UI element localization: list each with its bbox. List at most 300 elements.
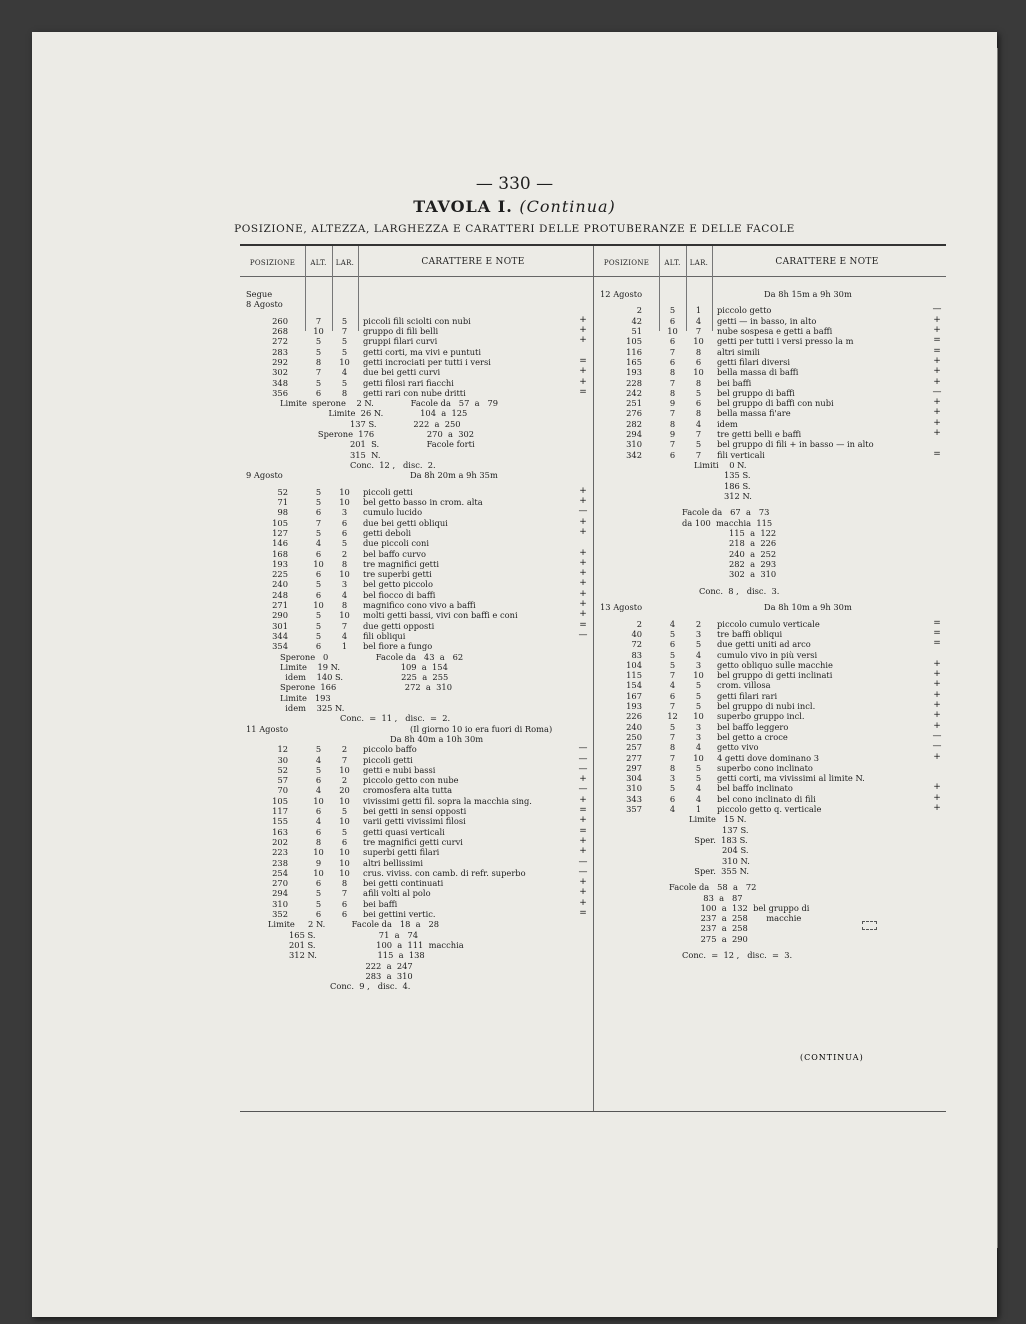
larghezza-cell: 5: [341, 377, 348, 388]
altezza-cell: 7: [315, 367, 322, 378]
summary-line: Da 8h 40m a 10h 30m: [390, 733, 484, 744]
carattere-note: bei getti continuati: [363, 878, 444, 889]
altezza-cell: 9: [669, 429, 676, 440]
sign-mark: +: [579, 578, 587, 589]
altezza-cell: 7: [315, 517, 322, 528]
larghezza-cell: 3: [695, 628, 702, 639]
right-table-half: [594, 246, 946, 1111]
position-cell: 277: [626, 752, 642, 763]
altezza-cell: 4: [669, 804, 676, 814]
summary-line: Conc. = 11 , disc. = 2.: [340, 713, 451, 724]
altezza-cell: 8: [669, 418, 676, 429]
header-rule: [240, 276, 593, 277]
altezza-cell: 8: [315, 356, 322, 367]
position-cell: 52: [277, 486, 288, 497]
position-cell: 168: [272, 548, 288, 559]
sign-mark: +: [579, 526, 587, 537]
sign-mark: +: [933, 700, 941, 710]
carattere-note: molti getti bassi, vivi con baffi e coni: [363, 610, 518, 621]
carattere-note: getti rari con nube dritti: [363, 387, 466, 398]
carattere-note: gruppi filari curvi: [363, 336, 438, 347]
sign-mark: +: [579, 897, 587, 908]
carattere-note: superbo cono inclinato: [717, 762, 813, 773]
col-divider: [686, 246, 687, 331]
altezza-cell: 6: [315, 548, 322, 559]
altezza-cell: 6: [669, 449, 676, 460]
carattere-note: bel baffo inclinato: [717, 783, 793, 794]
position-cell: 302: [272, 367, 288, 378]
summary-line: Limite 2 N. Facole da 18 a 28: [260, 919, 440, 930]
carattere-note: gruppo di fili belli: [363, 326, 439, 337]
position-cell: 257: [626, 742, 642, 753]
larghezza-cell: 10: [339, 795, 350, 806]
larghezza-cell: 5: [341, 538, 348, 549]
sign-mark: =: [579, 619, 587, 630]
sign-mark: +: [933, 803, 941, 813]
altezza-cell: 5: [669, 628, 676, 639]
altezza-cell: 5: [315, 377, 322, 388]
position-cell: 42: [631, 315, 642, 326]
sign-mark: +: [933, 314, 941, 325]
larghezza-cell: 7: [695, 326, 702, 337]
carattere-note: getti — in basso, in alto: [717, 315, 817, 326]
carattere-note: piccoli getti: [363, 486, 413, 497]
position-cell: 167: [626, 690, 642, 701]
carattere-note: superbi getti filari: [363, 847, 440, 858]
carattere-note: nube sospesa e getti a baffi: [717, 326, 833, 337]
carattere-note: bel baffo curvo: [363, 548, 426, 559]
position-cell: 294: [626, 429, 642, 440]
summary-line: 275 a 290: [669, 933, 748, 944]
larghezza-cell: 5: [695, 690, 702, 701]
sign-mark: +: [933, 366, 941, 377]
larghezza-cell: 5: [341, 346, 348, 357]
summary-line: 204 S.: [722, 845, 749, 856]
time-range: Da 8h 20m a 9h 35m: [410, 470, 498, 481]
sign-mark: —: [578, 743, 588, 754]
position-cell: 154: [626, 680, 642, 691]
position-cell: 193: [626, 367, 642, 378]
carattere-note: bel cono inclinato di fili: [717, 793, 816, 804]
larghezza-cell: 10: [693, 670, 704, 681]
sign-mark: —: [578, 866, 588, 877]
sign-mark: +: [933, 751, 941, 762]
carattere-note: tre getti belli e baffi: [717, 429, 802, 440]
altezza-cell: 4: [315, 816, 322, 827]
sign-mark: +: [933, 782, 941, 793]
larghezza-cell: 10: [339, 816, 350, 827]
sign-mark: +: [579, 774, 587, 785]
larghezza-cell: 10: [339, 356, 350, 367]
position-cell: 127: [272, 527, 288, 538]
larghezza-cell: 10: [339, 486, 350, 497]
sign-mark: +: [933, 376, 941, 387]
altezza-cell: 7: [315, 315, 322, 326]
position-cell: 250: [626, 731, 642, 742]
carattere-note: due getti opposti: [363, 620, 435, 631]
position-cell: 354: [272, 641, 288, 652]
summary-line: Limite 26 N. 104 a 125: [310, 408, 468, 419]
altezza-cell: 4: [315, 754, 322, 765]
carattere-note: due bei getti obliqui: [363, 517, 448, 528]
carattere-note: piccolo getto q. verticale: [717, 804, 822, 814]
sign-mark: —: [578, 506, 588, 517]
larghezza-cell: 3: [695, 731, 702, 742]
position-cell: 71: [277, 497, 288, 508]
date-label: 8 Agosto: [246, 299, 283, 310]
larghezza-cell: 10: [339, 569, 350, 580]
carattere-note: getti quasi verticali: [363, 826, 445, 837]
sign-mark: —: [578, 753, 588, 764]
position-cell: 343: [626, 793, 642, 804]
carattere-note: piccolo cumulo verticale: [717, 618, 820, 629]
summary-line: Limite sperone 2 N. Facole da 57 a 79: [280, 398, 499, 409]
larghezza-cell: 8: [695, 408, 702, 419]
carattere-note: getti filari diversi: [717, 356, 791, 367]
carattere-note: fili verticali: [717, 449, 765, 460]
carattere-note: piccolo getto con nube: [363, 775, 459, 786]
larghezza-cell: 7: [341, 754, 348, 765]
carattere-note: getti deboli: [363, 527, 412, 538]
position-cell: 352: [272, 909, 288, 920]
altezza-cell: 10: [313, 795, 324, 806]
larghezza-cell: 6: [341, 836, 348, 847]
larghezza-cell: 10: [339, 497, 350, 508]
position-cell: 260: [272, 315, 288, 326]
header-rule: [594, 276, 946, 277]
carattere-note: 4 getti dove dominano 3: [717, 752, 820, 763]
larghezza-cell: 10: [693, 336, 704, 347]
larghezza-cell: 5: [695, 387, 702, 398]
position-cell: 2: [636, 618, 642, 629]
sign-mark: +: [933, 407, 941, 418]
carattere-note: cromosfera alta tutta: [363, 785, 453, 796]
altezza-cell: 7: [669, 408, 676, 419]
sign-mark: —: [932, 741, 942, 752]
altezza-cell: 10: [313, 326, 324, 337]
sign-mark: +: [933, 355, 941, 366]
altezza-cell: 6: [315, 909, 322, 920]
sign-mark: =: [579, 386, 587, 397]
col-header-lar: LAR.: [689, 259, 709, 267]
position-cell: 310: [626, 783, 642, 794]
sign-mark: +: [579, 877, 587, 888]
altezza-cell: 7: [669, 752, 676, 763]
larghezza-cell: 3: [341, 579, 348, 590]
altezza-cell: 5: [669, 649, 676, 660]
sign-mark: —: [578, 629, 588, 640]
left-table-half: [240, 246, 594, 1111]
carattere-note: due getti uniti ad arco: [717, 639, 811, 650]
carattere-note: getti filosi rari fiacchi: [363, 377, 454, 388]
larghezza-cell: 3: [695, 659, 702, 670]
larghezza-cell: 4: [341, 589, 348, 600]
sign-mark: +: [579, 599, 587, 610]
carattere-note: afili volti al polo: [363, 888, 431, 899]
sign-mark: +: [579, 588, 587, 599]
larghezza-cell: 10: [339, 857, 350, 868]
carattere-note: crus. viviss. con camb. di refr. superbo: [363, 867, 526, 878]
sign-mark: +: [579, 609, 587, 620]
altezza-cell: 10: [313, 847, 324, 858]
summary-line: 115 a 122: [729, 527, 777, 538]
carattere-note: tre baffi obliqui: [717, 628, 783, 639]
sign-mark: +: [579, 496, 587, 507]
carattere-note: varii getti vivissimi filosi: [363, 816, 466, 827]
carattere-note: due bei getti curvi: [363, 367, 441, 378]
summary-line: Conc. = 12 , disc. = 3.: [682, 950, 793, 961]
col-divider: [659, 246, 660, 331]
altezza-cell: 6: [315, 569, 322, 580]
larghezza-cell: 4: [695, 742, 702, 753]
larghezza-cell: 4: [695, 418, 702, 429]
sign-mark: =: [933, 627, 941, 638]
position-cell: 115: [626, 670, 642, 681]
altezza-cell: 6: [315, 826, 322, 837]
summary-line: da 100 macchia 115: [682, 517, 773, 528]
summary-line: 302 a 310: [729, 569, 777, 580]
altezza-cell: 5: [315, 630, 322, 641]
sign-mark: =: [933, 335, 941, 346]
altezza-cell: 4: [669, 618, 676, 629]
larghezza-cell: 4: [695, 649, 702, 660]
larghezza-cell: 7: [341, 620, 348, 631]
position-cell: 83: [631, 649, 642, 660]
carattere-note: bel gruppo di baffi con nubi: [717, 398, 834, 409]
sign-mark: +: [579, 794, 587, 805]
altezza-cell: 5: [669, 659, 676, 670]
col-header-alt: ALT.: [310, 259, 327, 267]
altezza-cell: 6: [669, 315, 676, 326]
altezza-cell: 5: [315, 744, 322, 755]
summary-line: idem 140 S. 225 a 255: [280, 672, 449, 683]
larghezza-cell: 1: [695, 305, 702, 316]
larghezza-cell: 10: [693, 752, 704, 763]
sign-mark: +: [933, 710, 941, 721]
sign-mark: =: [933, 617, 941, 628]
position-cell: 51: [631, 326, 642, 337]
larghezza-cell: 8: [341, 558, 348, 569]
sign-mark: =: [579, 825, 587, 836]
carattere-note: bel getto basso in crom. alta: [363, 497, 483, 508]
altezza-cell: 6: [315, 775, 322, 786]
altezza-cell: 12: [667, 711, 678, 722]
sign-mark: +: [579, 376, 587, 387]
larghezza-cell: 10: [339, 764, 350, 775]
larghezza-cell: 8: [695, 377, 702, 388]
summary-line: 218 a 226: [729, 538, 777, 549]
altezza-cell: 10: [313, 558, 324, 569]
col-header-posizione: POSIZIONE: [249, 259, 296, 267]
time-range: Da 8h 10m a 9h 30m: [764, 602, 852, 613]
col-header-carattere: CARATTERE E NOTE: [421, 257, 525, 267]
larghezza-cell: 7: [341, 326, 348, 337]
position-cell: 105: [272, 517, 288, 528]
carattere-note: bella massa fi'are: [717, 408, 791, 419]
summary-line: 312 N. 115 a 138: [260, 950, 425, 961]
larghezza-cell: 4: [695, 315, 702, 326]
larghezza-cell: 2: [695, 618, 702, 629]
altezza-cell: 5: [315, 346, 322, 357]
altezza-cell: 6: [315, 806, 322, 817]
carattere-note: crom. villosa: [717, 680, 771, 691]
larghezza-cell: 10: [339, 847, 350, 858]
sign-mark: =: [579, 908, 587, 919]
altezza-cell: 7: [669, 439, 676, 450]
position-cell: 146: [272, 538, 288, 549]
summary-line: Limite 15 N.: [689, 814, 747, 825]
sign-mark: =: [579, 805, 587, 816]
altezza-cell: 6: [315, 507, 322, 518]
position-cell: 98: [277, 507, 288, 518]
carattere-note: getti e nubi bassi: [363, 764, 436, 775]
sign-mark: +: [579, 325, 587, 336]
carattere-note: vivissimi getti fil. sopra la macchia sing.: [363, 795, 532, 806]
larghezza-cell: 6: [695, 356, 702, 367]
sign-mark: =: [933, 448, 941, 459]
larghezza-cell: 2: [341, 548, 348, 559]
summary-line: 282 a 293: [729, 558, 777, 569]
altezza-cell: 3: [669, 773, 676, 784]
sign-mark: +: [579, 835, 587, 846]
larghezza-cell: 7: [341, 888, 348, 899]
date-label: Segue: [246, 289, 273, 299]
position-cell: 271: [272, 600, 288, 611]
larghezza-cell: 6: [341, 909, 348, 920]
summary-line: 237 a 258 macchie: [669, 913, 802, 924]
larghezza-cell: 7: [695, 429, 702, 440]
summary-line: 283 a 310: [260, 970, 413, 981]
position-cell: 226: [626, 711, 642, 722]
carattere-note: altri simili: [717, 346, 760, 357]
sign-mark: —: [578, 856, 588, 867]
position-cell: 304: [626, 773, 642, 784]
larghezza-cell: 5: [695, 701, 702, 711]
position-cell: 272: [272, 336, 288, 347]
col-divider: [358, 246, 359, 331]
carattere-note: piccolo baffo: [363, 744, 417, 755]
position-cell: 163: [272, 826, 288, 837]
sign-mark: —: [932, 304, 942, 315]
position-cell: 310: [626, 439, 642, 450]
larghezza-cell: 4: [695, 793, 702, 804]
carattere-note: bel gruppo di baffi: [717, 387, 795, 398]
summary-line: 137 S. 222 a 250: [350, 418, 461, 429]
carattere-note: getto vivo: [717, 742, 759, 753]
altezza-cell: 6: [315, 641, 322, 652]
altezza-cell: 5: [315, 486, 322, 497]
col-header-posizione: POSIZIONE: [603, 259, 650, 267]
position-cell: 240: [272, 579, 288, 590]
position-cell: 40: [631, 628, 642, 639]
carattere-note: fili obliqui: [363, 630, 406, 641]
position-cell: 30: [277, 754, 288, 765]
sign-mark: +: [933, 720, 941, 731]
position-cell: 251: [626, 398, 642, 409]
altezza-cell: 5: [315, 888, 322, 899]
altezza-cell: 5: [315, 898, 322, 909]
position-cell: 223: [272, 847, 288, 858]
altezza-cell: 5: [315, 610, 322, 621]
summary-line: Sper. 355 N.: [689, 865, 749, 876]
date-label: 9 Agosto: [246, 470, 283, 481]
larghezza-cell: 5: [341, 806, 348, 817]
altezza-cell: 5: [315, 764, 322, 775]
position-cell: 342: [626, 449, 642, 460]
summary-line: idem 325 N.: [280, 703, 345, 714]
summary-line: 222 a 247: [260, 960, 413, 971]
summary-line: 186 S.: [724, 480, 751, 491]
summary-line: 201 S. 100 a 111 macchia: [260, 939, 464, 950]
position-cell: 193: [626, 701, 642, 711]
summary-line: Sperone 166 272 a 310: [280, 682, 452, 693]
summary-line: Sperone 176 270 a 302: [310, 429, 475, 440]
position-cell: 240: [626, 721, 642, 732]
position-cell: 238: [272, 857, 288, 868]
altezza-cell: 5: [315, 527, 322, 538]
position-cell: 104: [626, 659, 642, 670]
altezza-cell: 5: [315, 620, 322, 631]
sign-mark: +: [579, 568, 587, 579]
position-cell: 248: [272, 589, 288, 600]
summary-line: Limite 193: [280, 692, 331, 703]
altezza-cell: 10: [313, 600, 324, 611]
summary-line: Conc. 8 , disc. 3.: [699, 585, 780, 596]
carattere-note: bei getti in sensi opposti: [363, 806, 467, 817]
carattere-note: due piccoli coni: [363, 538, 430, 549]
col-divider: [712, 246, 713, 331]
altezza-cell: 8: [669, 367, 676, 378]
carattere-note: bei baffi: [363, 898, 398, 909]
carattere-note: bel fiocco di baffi: [363, 589, 436, 600]
position-cell: 242: [626, 387, 642, 398]
larghezza-cell: 5: [695, 680, 702, 691]
position-cell: 193: [272, 558, 288, 569]
larghezza-cell: 5: [695, 639, 702, 650]
col-header-carattere: CARATTERE E NOTE: [775, 257, 879, 267]
summary-line: Limiti 0 N.: [694, 459, 747, 470]
sign-mark: —: [578, 784, 588, 795]
position-cell: 105: [626, 336, 642, 347]
larghezza-cell: 8: [695, 346, 702, 357]
altezza-cell: 6: [669, 690, 676, 701]
continua-note: (CONTINUA): [800, 1053, 864, 1062]
larghezza-cell: 1: [341, 641, 348, 652]
position-cell: 116: [626, 346, 642, 357]
position-cell: 357: [626, 804, 642, 814]
table-subtitle: POSIZIONE, ALTEZZA, LARGHEZZA E CARATTERI DELLE PROTUBERANZE E DELLE FACOLE: [234, 223, 795, 235]
stamp-box: [862, 921, 877, 930]
summary-line: 100 a 132 bel gruppo di: [669, 902, 810, 913]
position-cell: 356: [272, 387, 288, 398]
altezza-cell: 6: [315, 387, 322, 398]
summary-line: 135 S.: [724, 470, 751, 481]
larghezza-cell: 6: [341, 517, 348, 528]
larghezza-cell: 10: [693, 367, 704, 378]
carattere-note: bella massa di baffi: [717, 367, 799, 378]
larghezza-cell: 10: [339, 867, 350, 878]
altezza-cell: 7: [669, 731, 676, 742]
altezza-cell: 7: [669, 377, 676, 388]
carattere-note: bel baffo leggero: [717, 721, 789, 732]
summary-line: 137 S.: [722, 824, 749, 835]
position-cell: 165: [626, 356, 642, 367]
sign-mark: +: [579, 815, 587, 826]
larghezza-cell: 4: [341, 630, 348, 641]
carattere-note: piccoli getti: [363, 754, 413, 765]
carattere-note: bel gruppo di fili + in basso — in alto: [717, 439, 874, 450]
summary-line: 240 a 252: [729, 548, 777, 559]
